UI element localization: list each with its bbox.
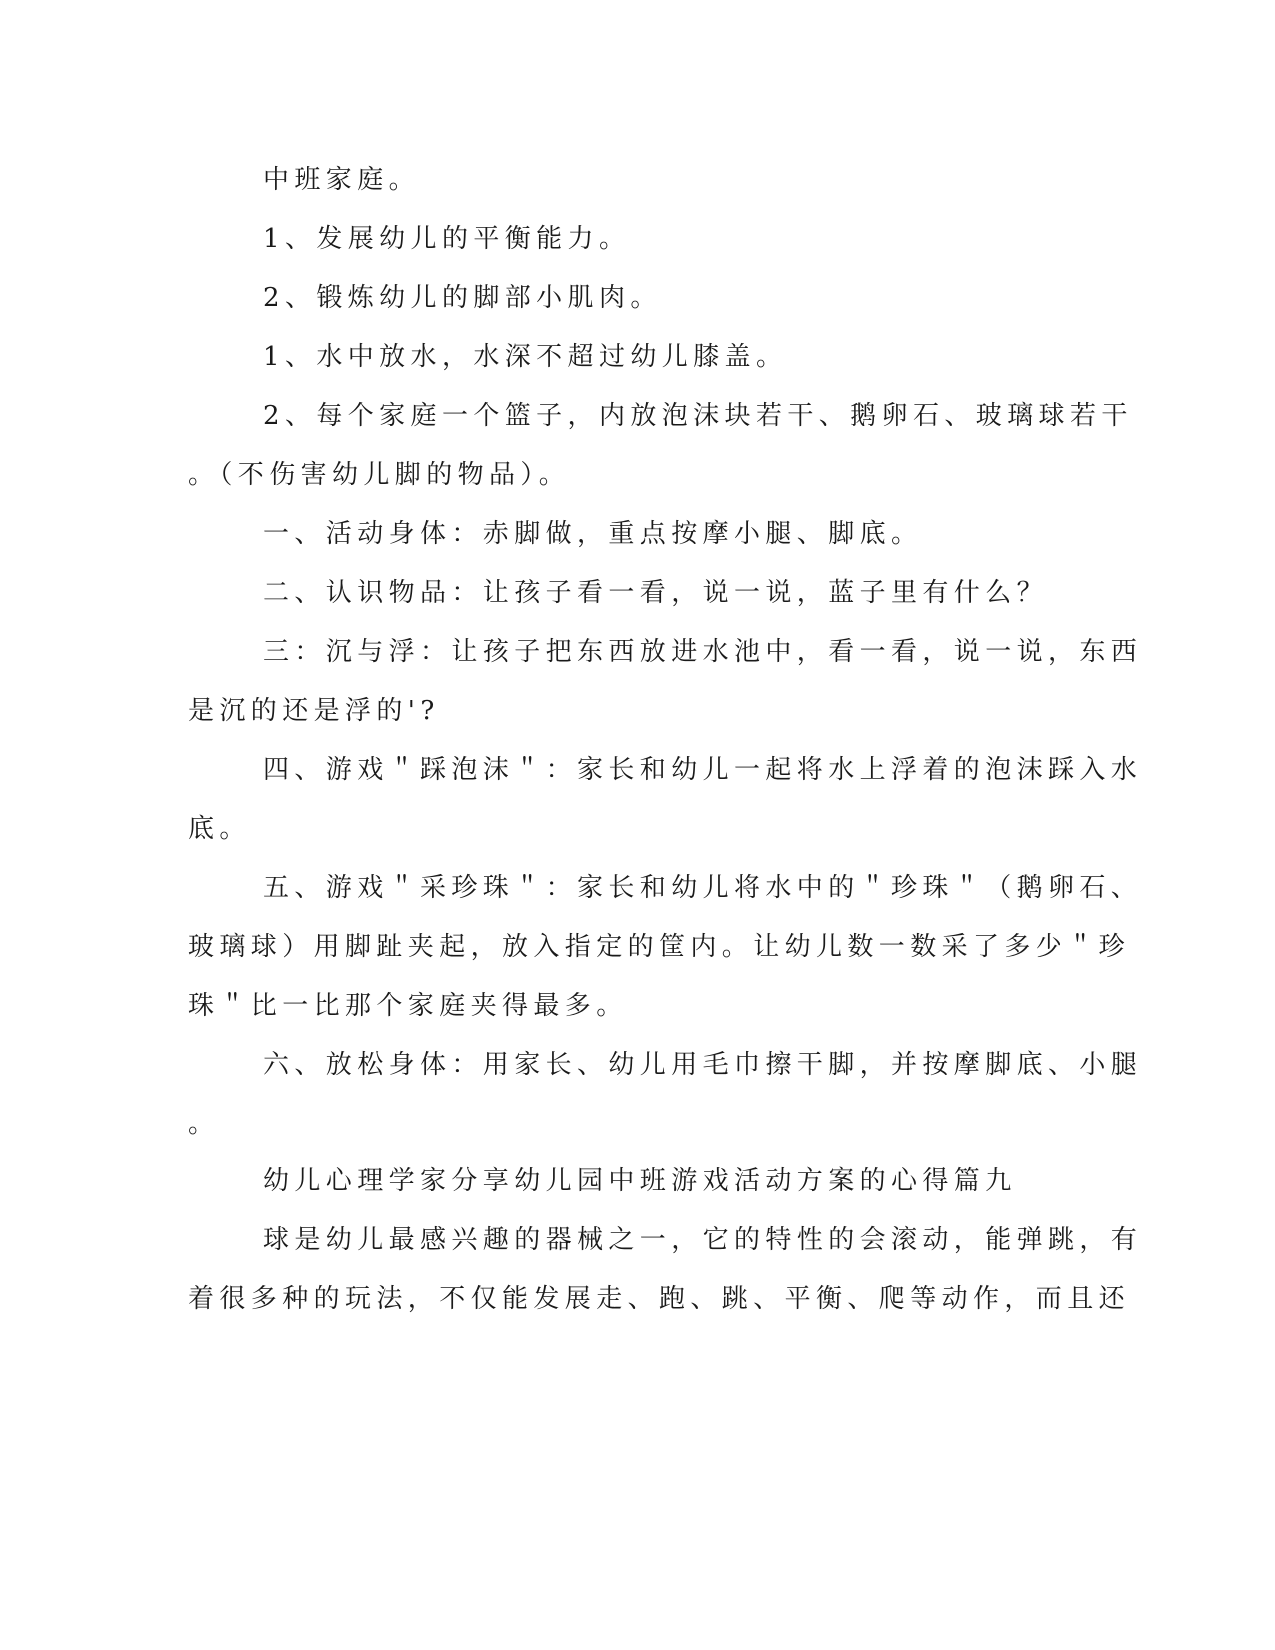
body-line: 2、每个家庭一个篮子，内放泡沫块若干、鹅卵石、玻璃球若干 xyxy=(263,401,1133,431)
body-line: 1、发展幼儿的平衡能力。 xyxy=(263,224,631,254)
body-line: 2、锻炼幼儿的脚部小肌肉。 xyxy=(263,283,662,313)
body-line: 。 xyxy=(188,1109,220,1139)
body-line: 四、游戏＂踩泡沫＂：家长和幼儿一起将水上浮着的泡沫踩入水 xyxy=(263,755,1143,785)
body-line: 是沉的还是浮的'? xyxy=(188,696,440,726)
body-line: 六、放松身体：用家长、幼儿用毛巾擦干脚，并按摩脚底、小腿 xyxy=(263,1050,1143,1080)
body-line: 五、游戏＂采珍珠＂：家长和幼儿将水中的＂珍珠＂（鹅卵石、 xyxy=(263,873,1143,903)
body-line: 着很多种的玩法，不仅能发展走、跑、跳、平衡、爬等动作，而且还 xyxy=(188,1284,1131,1314)
body-line: 。（不伤害幼儿脚的物品）。 xyxy=(188,460,571,490)
body-line: 中班家庭。 xyxy=(263,165,421,195)
body-line: 二、认识物品：让孩子看一看，说一说，蓝子里有什么？ xyxy=(263,578,1049,608)
body-line: 三：沉与浮：让孩子把东西放进水池中，看一看，说一说，东西 xyxy=(263,637,1143,667)
section-heading: 幼儿心理学家分享幼儿园中班游戏活动方案的心得篇九 xyxy=(263,1166,1017,1196)
body-line: 1、水中放水，水深不超过幼儿膝盖。 xyxy=(263,342,788,372)
body-line: 一、活动身体：赤脚做，重点按摩小腿、脚底。 xyxy=(263,519,923,549)
body-line: 玻璃球）用脚趾夹起，放入指定的筐内。让幼儿数一数采了多少＂珍 xyxy=(188,932,1131,962)
body-line: 珠＂比一比那个家庭夹得最多。 xyxy=(188,991,628,1021)
body-line: 底。 xyxy=(188,814,251,844)
body-line: 球是幼儿最感兴趣的器械之一，它的特性的会滚动，能弹跳，有 xyxy=(263,1225,1143,1255)
